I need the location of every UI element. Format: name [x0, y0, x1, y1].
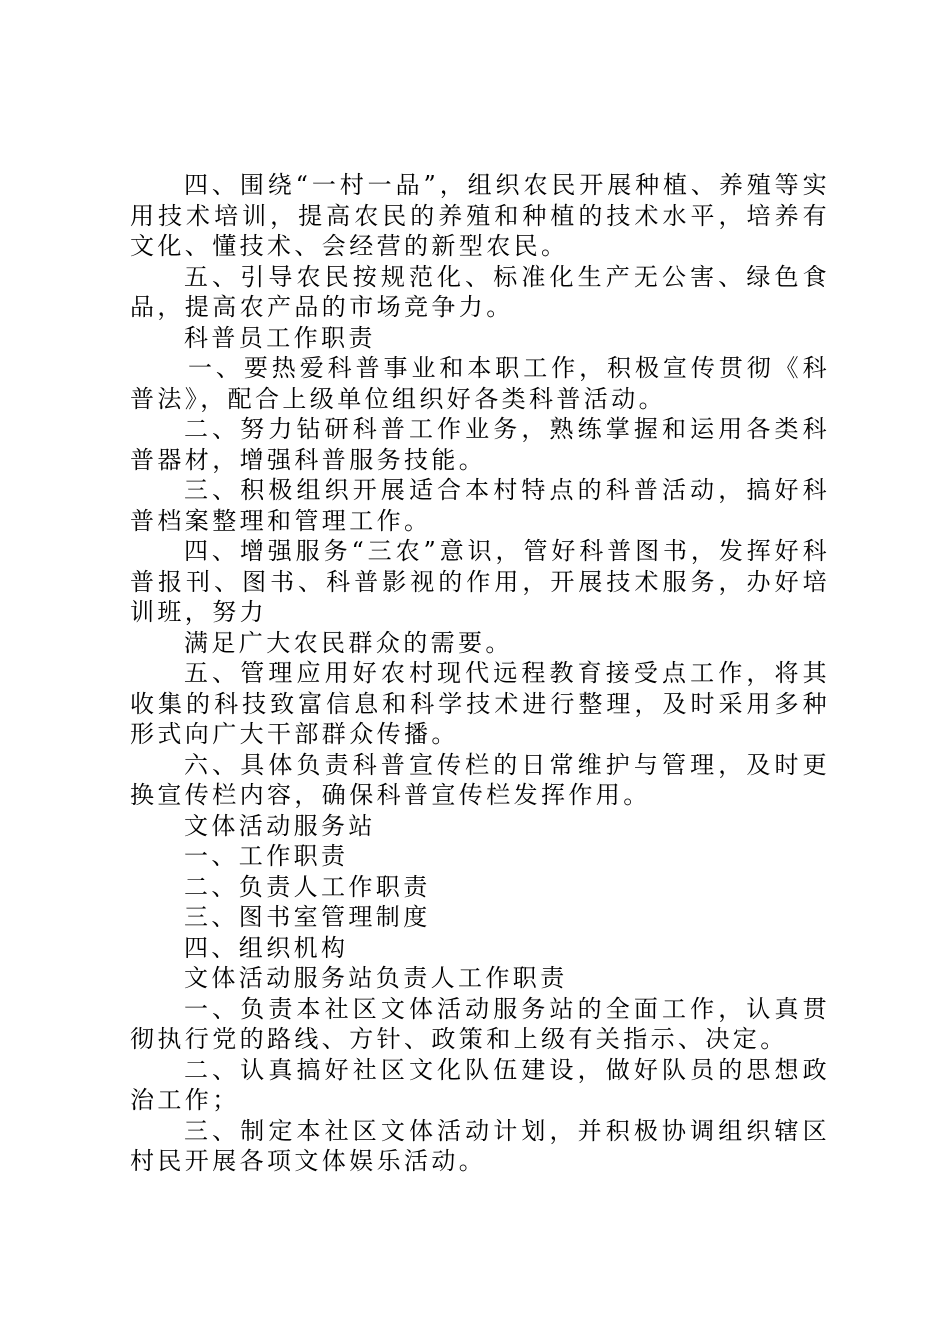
list-item-organization: 四、组织机构 — [184, 933, 349, 962]
list-item-duties: 一、工作职责 — [184, 842, 349, 870]
paragraph-science-duty-2: 二、努力钻研科普工作业务，熟练掌握和运用各类科普器材，增强科普服务技能。 — [130, 415, 830, 474]
paragraph-science-duty-3: 三、积极组织开展适合本村特点的科普活动，搞好科普档案整理和管理工作。 — [130, 476, 830, 535]
list-item-library-rules: 三、图书室管理制度 — [184, 903, 431, 931]
section-heading-culture-station: 文体活动服务站 — [184, 811, 376, 840]
section-heading-station-leader: 文体活动服务站负责人工作职责 — [184, 964, 568, 992]
paragraph-science-duty-6: 六、具体负责科普宣传栏的日常维护与管理，及时更换宣传栏内容，确保科普宣传栏发挥作用。 — [130, 750, 830, 809]
paragraph-leader-duty-1: 一、负责本社区文体活动服务站的全面工作，认真贯彻执行党的路线、方针、政策和上级有关指示、决定。 — [130, 994, 830, 1053]
paragraph-science-duty-5: 五、管理应用好农村现代远程教育接受点工作，将其收集的科技致富信息和科学技术进行整理，及时采用多种形式向广大干部群众传播。 — [130, 659, 830, 748]
paragraph-science-duty-4-continued: 满足广大农民群众的需要。 — [184, 628, 513, 657]
section-heading-science-staff: 科普员工作职责 — [184, 323, 376, 352]
paragraph-leader-duty-2: 二、认真搞好社区文化队伍建设，做好队员的思想政治工作； — [130, 1055, 830, 1114]
paragraph-science-duty-1: 一、要热爱科普事业和本职工作，积极宣传贯彻《科普法》，配合上级单位组织好各类科普活动。 — [130, 354, 830, 413]
document-body — [130, 170, 830, 1177]
paragraph-science-duty-4: 四、增强服务“三农”意识，管好科普图书，发挥好科普报刊、图书、科普影视的作用，开展技术服务，办好培训班，努力 — [130, 537, 830, 626]
list-item-leader-duties: 二、负责人工作职责 — [184, 872, 431, 901]
paragraph-standardized-production: 五、引导农民按规范化、标准化生产无公害、绿色食品，提高农产品的市场竞争力。 — [130, 262, 830, 321]
paragraph-leader-duty-3: 三、制定本社区文体活动计划，并积极协调组织辖区村民开展各项文体娱乐活动。 — [130, 1116, 830, 1175]
paragraph-one-village-one-product: 四、围绕“一村一品”，组织农民开展种植、养殖等实用技术培训，提高农民的养殖和种植的技术水平，培养有文化、懂技术、会经营的新型农民。 — [130, 171, 830, 260]
